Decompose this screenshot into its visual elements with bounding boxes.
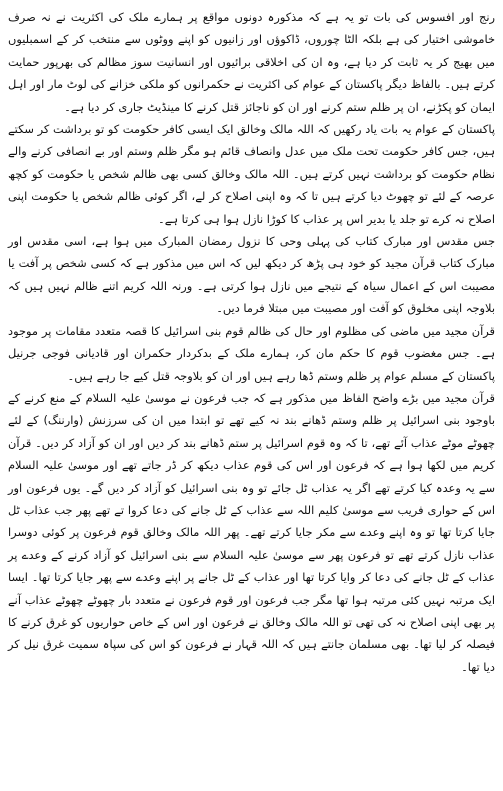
article-paragraph-1: رنج اور افسوس کی بات تو یہ ہے کہ مذکورہ دونوں مواقع پر ہمارے ملک کی اکثریت نے نہ صرف خاموشی اختیار کی ہے بلکہ الٹا چوروں، ڈاکوؤں اور زانیوں کو اپنے ووٹوں سے منتخب کر کے اسمبلیوں میں بھیج کر یہ ثابت کر دیا ہے، وہ ان کی اخلاقی برائیوں اور انسانیت سوز مظالم کی بھرپور حمایت کرتے ہیں۔ بالفاظ دیگر پاکستان کے عوام کی اکثریت نے حکمرانوں کو ملکی خزانے کی لوٹ مار اور اہل ایمان کو پکڑنے، ان پر ظلم ستم کرنے اور ان کو ناجائز قتل کرنے کا مینڈیٹ جاری کر دیا ہے۔ [8, 10, 495, 114]
article-paragraph-5: قرآن مجید میں بڑے واضح الفاظ میں مذکور ہے کہ جب فرعون نے موسیٰ علیہ السلام کے منع کرنے کے باوجود بنی اسرائیل پر ظلم وستم ڈھانے بند نہ کیے تھے تو ابتدا میں ان کی سرزنش (وارننگ) کے لئے چھوٹے موٹے عذاب آئے تھے، تا کہ وہ قوم اسرائیل پر ستم ڈھانے بند کر دیں اور ان کو آزاد کر دیں۔ قرآن کریم میں لکھا ہوا ہے کہ فرعون اور اس کی قوم عذاب دیکھ کر ڈر جاتے تھے اور موسیٰ علیہ السلام سے یہ وعدہ کیا کرتے تھے اگر یہ عذاب ٹل جائے تو وہ بنی اسرائیل کو آزاد کر دیں گے۔ یوں فرعون اور اس کے حواری فریب سے موسیٰ کلیم اللہ سے عذاب کے ٹل جانے کی دعا کروا تے تھے پھر جب عذاب ٹل جایا کرتا تھا تو وہ اپنے وعدے سے مکر جایا کرتے تھے۔ پھر اللہ مالک وخالق قوم فرعون پر کوئی دوسرا عذاب نازل کرتے تھے تو فرعون پھر سے موسیٰ علیہ السلام سے بنی اسرائیل کو آزاد کرنے کے وعدے پر عذاب کے ٹل جانے کی دعا کر وایا کرتا تھا اور عذاب کے ٹل جانے پر اپنے وعدے سے پھر جایا کرتا تھا۔ ایسا ایک مرتبہ نہیں کئی مرتبہ ہوا تھا مگر جب فرعون اور قوم فرعون نے متعدد بار چھوٹے چھوٹے عذاب آنے پر بھی اپنی اصلاح نہ کی تھی تو اللہ مالک وخالق نے فرعون اور اس کے خاص حواریوں کو غرق کرنے کا فیصلہ کر لیا تھا۔ بھی مسلمان جانتے ہیں کہ اللہ قہار نے فرعون کو اس کی سپاہ سمیت غرق نیل کر دیا تھا۔ [8, 390, 495, 674]
article-paragraph-3: جس مقدس اور مبارک کتاب کی پہلی وحی کا نزول رمضان المبارک میں ہوا ہے، اسی مقدس اور مبارک کتاب قرآن مجید کو خود ہی پڑھ کر دیکھ لیں کہ اس میں مذکور ہے کہ کسی شخص پر آفت یا مصیبت اس کے اعمال سیاہ کے نتیجے میں نازل ہوا کرتی ہے۔ ورنہ اللہ کریم اتنے ظالم نہیں ہیں کہ بلاوجہ اپنی مخلوق کو آفت اور مصیبت میں مبتلا فرما دیں۔ [8, 234, 495, 316]
article-paragraph-4: قرآن مجید میں ماضی کی مظلوم اور حال کی ظالم قوم بنی اسرائیل کا قصہ متعدد مقامات پر موجود ہے۔ جس مغضوب قوم کا حکم مان کر، ہمارے ملک کے بدکردار حکمران اور قادیانی فوجی جرنیل پاکستان کے مسلم عوام پر ظلم وستم ڈھا رہے ہیں اور ان کو بلاوجہ قتل کیے جا رہے ہیں۔ [8, 323, 495, 383]
article-paragraph-2: پاکستان کے عوام یہ بات یاد رکھیں کہ اللہ مالک وخالق ایک ایسی کافر حکومت کو تو برداشت کر سکتے ہیں، جس کافر حکومت تحت ملک میں عدل وانصاف قائم ہو مگر ظلم وستم اور بے انصافی کرنے والے نظام حکومت کو برداشت نہیں کرتے ہیں۔ اللہ مالک وخالق کسی بھی ظالم شخص یا حکومت کو کچھ عرصہ کے لئے تو چھوٹ دیا کرتے ہیں تا کہ وہ اپنی اصلاح کر لے، اگر کوئی ظالم شخص یا حکومت اپنی اصلاح نہ کرے تو جلد یا بدیر اس پر عذاب کا کوڑا نازل ہوا ہی کرتا ہے۔ [8, 122, 495, 226]
